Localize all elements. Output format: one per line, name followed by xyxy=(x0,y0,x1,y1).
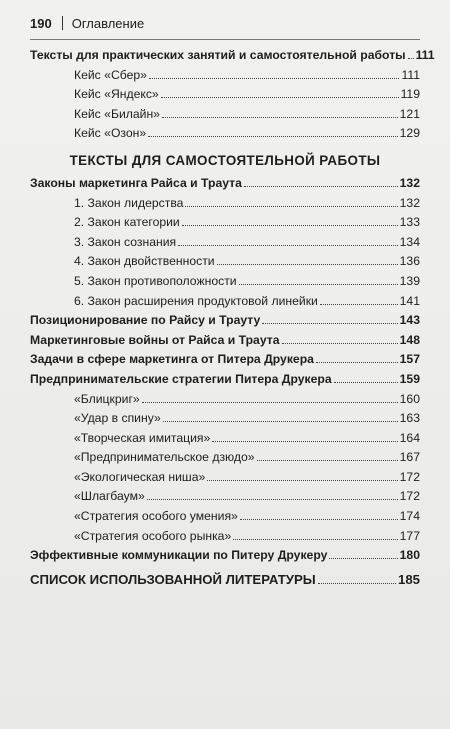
toc-entry-specialty-market[interactable] xyxy=(30,527,420,547)
leader-dots xyxy=(217,264,398,265)
toc-entry-label: 5. Закон противоположности xyxy=(74,273,237,288)
toc-entry-page: 148 xyxy=(399,332,420,347)
leader-dots xyxy=(147,499,398,500)
toc-entry-case-ozon[interactable] xyxy=(30,124,420,144)
toc-entry-page: 134 xyxy=(399,234,420,249)
toc-entry-law-4[interactable] xyxy=(30,252,420,272)
toc-entry-label: «Шлагбаум» xyxy=(74,489,145,504)
toc-entry-label: Законы маркетинга Райса и Траута xyxy=(30,175,242,190)
toc-entry-blitzkrieg[interactable] xyxy=(30,390,420,410)
toc-entry-law-3[interactable] xyxy=(30,233,420,253)
toc-entry-label: 1. Закон лидерства xyxy=(74,195,184,210)
leader-dots xyxy=(148,136,397,137)
toc-entry-label: Позиционирование по Райсу и Трауту xyxy=(30,313,261,328)
toc-entry-page: 167 xyxy=(399,450,420,465)
leader-dots xyxy=(239,284,398,285)
toc-entry-creative-imitation[interactable] xyxy=(30,429,420,449)
toc-entry-page: 164 xyxy=(399,430,420,445)
leader-dots xyxy=(316,362,398,363)
toc-entry-marketing-wars[interactable] xyxy=(30,331,420,351)
toc-entry-law-2[interactable] xyxy=(30,213,420,233)
toc-entry-label: Кейс «Сбер» xyxy=(74,67,147,82)
toc-entry-page: 139 xyxy=(399,273,420,288)
toc-entry-page: 133 xyxy=(399,215,420,230)
leader-dots xyxy=(149,78,400,79)
leader-dots xyxy=(207,480,397,481)
toc-entry-case-sber[interactable] xyxy=(30,66,420,86)
leader-dots xyxy=(320,304,398,305)
toc-entry-drucker-strategies[interactable] xyxy=(30,370,420,390)
toc-entry-page: 177 xyxy=(399,528,420,543)
toc-entry-law-1[interactable] xyxy=(30,194,420,214)
toc-entry-label: СПИСОК ИСПОЛЬЗОВАННОЙ ЛИТЕРАТУРЫ xyxy=(30,571,316,587)
header-title: Оглавление xyxy=(71,15,145,31)
leader-dots xyxy=(334,382,398,383)
leader-dots xyxy=(163,421,398,422)
toc-entry-page: 172 xyxy=(399,489,420,504)
header-separator xyxy=(62,16,63,30)
toc-entry-page: 174 xyxy=(399,509,420,524)
toc-entry-bibliography[interactable] xyxy=(30,570,420,590)
leader-dots xyxy=(282,343,398,344)
toc-entry-label: «Удар в спину» xyxy=(74,411,161,426)
leader-dots xyxy=(161,97,399,98)
toc-entry-label: Задачи в сфере маркетинга от Питера Друкера xyxy=(30,352,314,367)
toc-entry-page: 121 xyxy=(399,106,420,121)
leader-dots xyxy=(182,225,398,226)
toc-entry-page: 160 xyxy=(399,391,420,406)
toc-entry-case-beeline[interactable] xyxy=(30,105,420,125)
toc-entry-case-yandex[interactable] xyxy=(30,85,420,105)
running-header xyxy=(30,14,420,32)
toc-entry-page: 111 xyxy=(415,48,435,62)
leader-dots xyxy=(142,402,398,403)
toc-entry-ecological-niche[interactable] xyxy=(30,468,420,488)
leader-dots xyxy=(162,117,398,118)
leader-dots xyxy=(240,519,398,520)
table-of-contents xyxy=(30,46,435,589)
toc-entry-label: «Предпринимательское дзюдо» xyxy=(74,450,255,465)
leader-dots xyxy=(185,206,397,207)
toc-entry-label: 3. Закон сознания xyxy=(74,234,177,249)
toc-entry-label: «Стратегия особого рынка» xyxy=(74,528,232,543)
toc-entry-page: 143 xyxy=(399,313,420,328)
leader-dots xyxy=(178,245,397,246)
toc-entry-page: 129 xyxy=(399,126,420,141)
toc-entry-label: Кейс «Яндекс» xyxy=(74,87,159,102)
toc-entry-drucker-tasks[interactable] xyxy=(30,350,420,370)
toc-entry-ries-trout-laws[interactable] xyxy=(30,174,420,194)
page-number: 190 xyxy=(30,15,52,31)
section-heading: ТЕКСТЫ ДЛЯ САМОСТОЯТЕЛЬНОЙ РАБОТЫ xyxy=(69,152,381,168)
toc-entry-page: 172 xyxy=(399,469,420,484)
toc-entry-page: 141 xyxy=(399,293,420,308)
toc-entry-communications[interactable] xyxy=(30,546,420,566)
toc-entry-toll-gate[interactable] xyxy=(30,487,420,507)
toc-entry-page: 136 xyxy=(399,254,420,269)
toc-entry-label: 2. Закон категории xyxy=(74,215,180,230)
toc-entry-label: Кейс «Озон» xyxy=(74,126,147,141)
toc-entry-label: Маркетинговые войны от Райса и Траута xyxy=(30,332,280,347)
toc-entry-label: Эффективные коммуникации по Питеру Друкеру xyxy=(30,548,328,563)
toc-entry-positioning[interactable] xyxy=(30,311,420,331)
toc-entry-label: Тексты для практических занятий и самостоятельной работы xyxy=(30,48,406,62)
leader-dots xyxy=(233,539,397,540)
toc-entry-page: 163 xyxy=(399,411,420,426)
toc-entry-page: 111 xyxy=(401,67,420,82)
toc-entry-label: Предпринимательские стратегии Питера Друкера xyxy=(30,371,332,386)
header-rule xyxy=(30,39,420,40)
toc-entry-backstab[interactable] xyxy=(30,409,420,429)
toc-entry-specialty-skill[interactable] xyxy=(30,507,420,527)
leader-dots xyxy=(244,186,398,187)
toc-entry-law-5[interactable] xyxy=(30,272,420,292)
toc-entry-label: 6. Закон расширения продуктовой линейки xyxy=(74,293,318,308)
toc-entry-page: 132 xyxy=(399,195,420,210)
toc-entry-page: 185 xyxy=(397,571,420,587)
toc-entry-practical-texts[interactable] xyxy=(30,46,435,66)
leader-dots xyxy=(408,58,414,59)
toc-entry-label: «Творческая имитация» xyxy=(74,430,211,445)
toc-entry-page: 159 xyxy=(399,371,420,386)
toc-entry-page: 180 xyxy=(399,548,420,563)
leader-dots xyxy=(212,441,397,442)
leader-dots xyxy=(262,323,397,324)
toc-entry-law-6[interactable] xyxy=(30,292,420,312)
leader-dots xyxy=(257,460,398,461)
toc-entry-page: 119 xyxy=(400,87,420,102)
leader-dots xyxy=(318,583,396,584)
leader-dots xyxy=(329,558,397,559)
toc-entry-label: 4. Закон двойственности xyxy=(74,254,215,269)
toc-entry-label: Кейс «Билайн» xyxy=(74,106,160,121)
toc-entry-entrepreneurial-judo[interactable] xyxy=(30,448,420,468)
toc-entry-label: «Экологическая ниша» xyxy=(74,469,206,484)
toc-entry-label: «Стратегия особого умения» xyxy=(74,509,238,524)
toc-entry-label: «Блицкриг» xyxy=(74,391,140,406)
toc-entry-page: 132 xyxy=(399,175,420,190)
toc-entry-page: 157 xyxy=(399,352,420,367)
